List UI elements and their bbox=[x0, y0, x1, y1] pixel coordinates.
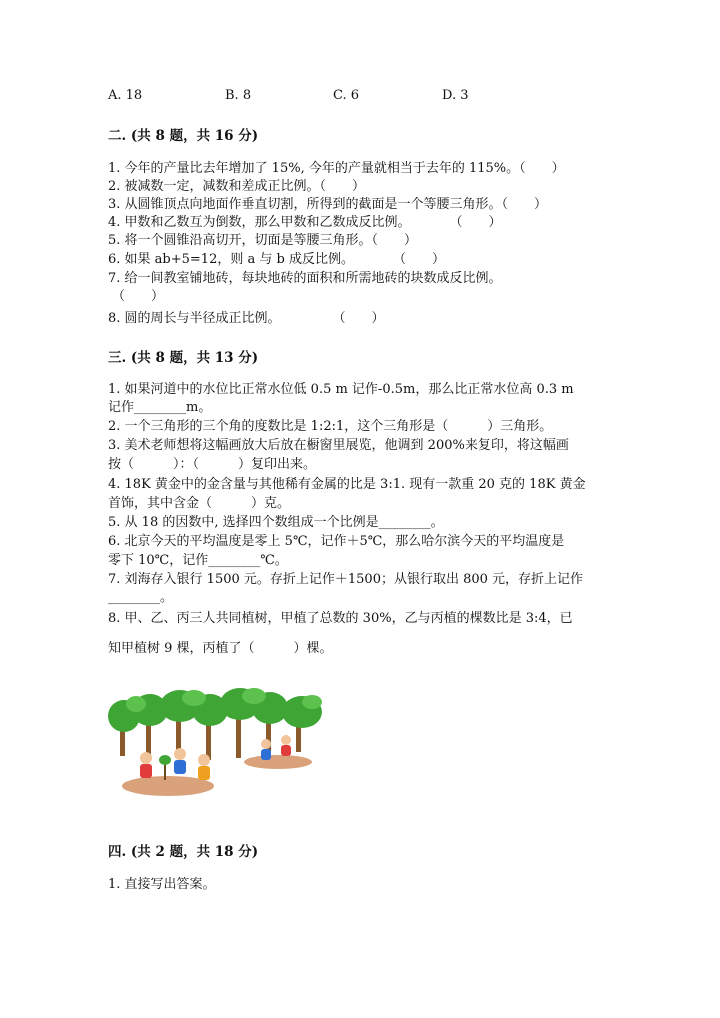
section-4-title: 四. (共 2 题，共 18 分) bbox=[108, 844, 259, 860]
s3-item-5: 5. 从 18 的因数中, 选择四个数组成一个比例是________。 bbox=[108, 515, 444, 530]
option-c: C. 6 bbox=[333, 88, 360, 103]
s2-item-3: 3. 从圆锥顶点向地面作垂直切割，所得到的截面是一个等腰三角形。（ ） bbox=[108, 197, 548, 212]
s2-item-8: 8. 圆的周长与半径成正比例。 （ ） bbox=[108, 311, 385, 326]
s3-item-7: 7. 刘海存入银行 1500 元。存折上记作＋1500；从银行取出 800 元，存折上记作 bbox=[108, 572, 584, 587]
s2-item-4: 4. 甲数和乙数互为倒数，那么甲数和乙数成反比例。 （ ） bbox=[108, 215, 502, 230]
s3-item-3-cont: 按（ ）：（ ）复印出来。 bbox=[108, 457, 317, 472]
s3-item-1-cont: 记作________m。 bbox=[108, 400, 212, 415]
s2-item-6: 6. 如果 ab+5=12，则 a 与 b 成反比例。 （ ） bbox=[108, 252, 445, 267]
s2-item-7: 7. 给一间教室铺地砖，每块地砖的面积和所需地砖的块数成反比例。 bbox=[108, 271, 502, 286]
answer-options bbox=[108, 88, 528, 106]
s2-item-7-bracket: （ ） bbox=[112, 289, 165, 304]
option-d: D. 3 bbox=[442, 88, 469, 103]
s3-item-8-cont: 知甲植树 9 棵，丙植了（ ）棵。 bbox=[108, 641, 333, 656]
section-3-title: 三. (共 8 题，共 13 分) bbox=[108, 350, 259, 366]
s3-item-2: 2. 一个三角形的三个角的度数比是 1:2:1，这个三角形是（ ）三角形。 bbox=[108, 419, 553, 434]
s2-item-1: 1. 今年的产量比去年增加了 15%, 今年的产量就相当于去年的 115%。（ ） bbox=[108, 161, 565, 176]
section-2-title: 二. (共 8 题，共 16 分) bbox=[108, 128, 259, 144]
option-b: B. 8 bbox=[225, 88, 252, 103]
option-a: A. 18 bbox=[108, 88, 143, 103]
tree-planting-illustration-icon bbox=[106, 688, 326, 800]
s4-item-1: 1. 直接写出答案。 bbox=[108, 877, 216, 892]
s3-item-4: 4. 18K 黄金中的金含量与其他稀有金属的比是 3:1. 现有一款重 20 克的 18K 黄金 bbox=[108, 477, 586, 492]
s3-item-6-cont: 零下 10℃，记作________℃。 bbox=[108, 553, 288, 568]
s2-item-5: 5. 将一个圆锥沿高切开，切面是等腰三角形。（ ） bbox=[108, 233, 418, 248]
s3-item-4-cont: 首饰，其中含金（ ）克。 bbox=[108, 496, 291, 511]
s2-item-2: 2. 被减数一定，减数和差成正比例。（ ） bbox=[108, 179, 366, 194]
s3-item-1: 1. 如果河道中的水位比正常水位低 0.5 m 记作-0.5m，那么比正常水位高 0.3 m bbox=[108, 382, 574, 397]
s3-item-7-cont: ________。 bbox=[108, 590, 174, 605]
s3-item-8: 8. 甲、乙、丙三人共同植树，甲植了总数的 30%，乙与丙植的棵数比是 3:4，已 bbox=[108, 611, 573, 626]
s3-item-6: 6. 北京今天的平均温度是零上 5℃，记作＋5℃，那么哈尔滨今天的平均温度是 bbox=[108, 534, 565, 549]
s3-item-3: 3. 美术老师想将这幅画放大后放在橱窗里展览，他调到 200%来复印，将这幅画 bbox=[108, 438, 569, 453]
